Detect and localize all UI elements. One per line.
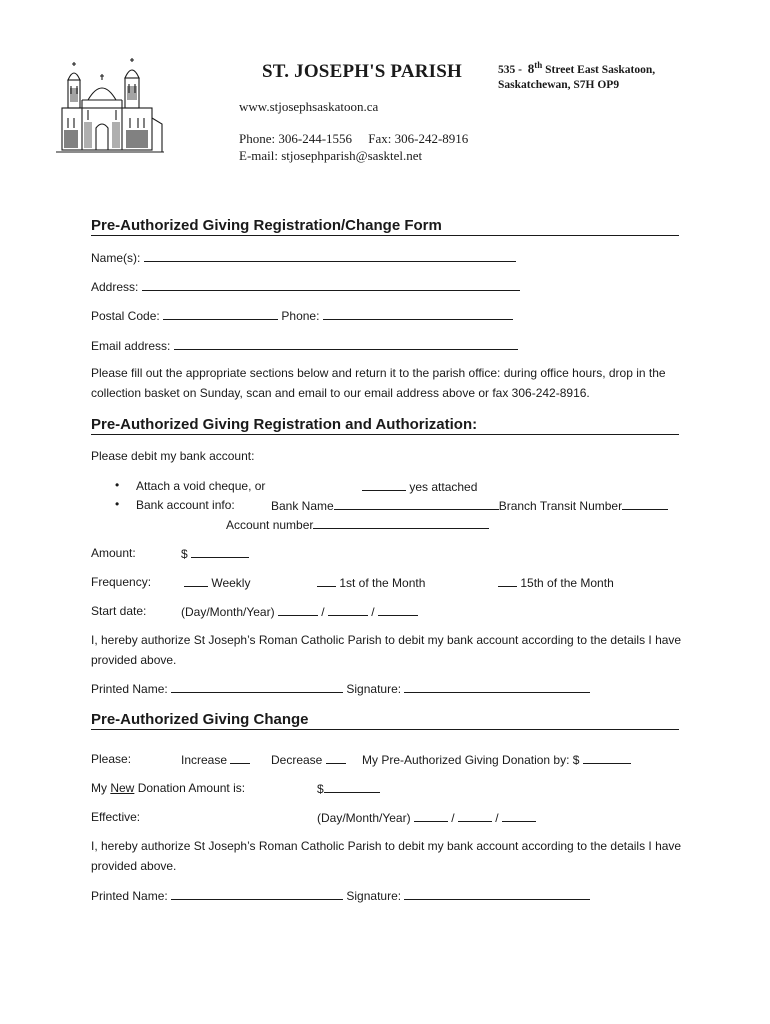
weekly-option[interactable]	[184, 575, 250, 590]
start-date-label: Start date:	[91, 604, 147, 618]
signature-input[interactable]	[404, 681, 590, 693]
bank-name-input[interactable]	[334, 498, 499, 510]
start-day-input[interactable]	[278, 604, 318, 616]
effective-label: Effective:	[91, 810, 141, 824]
postal-label: Postal Code:	[91, 309, 160, 323]
change-printed-name-input[interactable]	[171, 888, 343, 900]
donation-by-input[interactable]	[583, 752, 631, 764]
registration-section-title: Pre-Authorized Giving Registration and Authorization:	[91, 416, 679, 435]
address-line-2: Saskatchewan, S7H OP9	[498, 78, 620, 91]
void-cheque-label: Attach a void cheque, or	[136, 479, 266, 493]
start-month-input[interactable]	[328, 604, 368, 616]
address-number: 535 -	[498, 63, 522, 76]
change-signature-line[interactable]	[91, 888, 590, 903]
increase-option[interactable]	[181, 752, 250, 767]
first-month-option[interactable]	[317, 575, 425, 590]
fifteenth-month-checkbox[interactable]	[498, 575, 517, 587]
names-input[interactable]	[144, 250, 516, 262]
registration-authorization-text: I, hereby authorize St Joseph’s Roman Catholic Parish to debit my bank account according to the details I have provided above.	[91, 633, 682, 667]
change-section-title: Pre-Authorized Giving Change	[91, 711, 679, 730]
instructions-text: Please fill out the appropriate sections below and return it to the parish office: during office hours, drop in the collection basket on Sunday, scan and email to our email address above or fax 306-242-8916.	[91, 366, 666, 400]
branch-transit-label: Branch Transit Number	[498, 499, 623, 513]
increase-label: Increase	[181, 753, 228, 767]
account-number-field[interactable]	[226, 517, 489, 532]
address-line-1	[498, 58, 655, 78]
first-month-label: 1st of the Month	[339, 576, 426, 590]
names-label: Name(s):	[91, 251, 141, 265]
donation-by-field[interactable]	[362, 752, 631, 767]
increase-checkbox[interactable]	[230, 752, 250, 764]
debit-label: Please debit my bank account:	[91, 449, 255, 463]
account-number-input[interactable]	[313, 517, 489, 529]
email-field[interactable]	[91, 338, 518, 353]
address-label: Address:	[91, 280, 139, 294]
donation-by-label: My Pre-Authorized Giving Donation by:	[362, 753, 570, 767]
frequency-label: Frequency:	[91, 575, 152, 589]
phone-label: Phone:	[281, 309, 320, 323]
change-signature-input[interactable]	[404, 888, 590, 900]
new-amount-suffix: Donation Amount is:	[137, 781, 246, 795]
address-input[interactable]	[142, 279, 520, 291]
address-street: Street East Saskatoon,	[545, 63, 656, 76]
new-amount-label	[91, 781, 245, 795]
decrease-option[interactable]	[271, 752, 346, 767]
amount-field[interactable]	[181, 546, 249, 561]
bank-name-field[interactable]	[271, 498, 668, 513]
address-field[interactable]	[91, 279, 520, 294]
registration-signature-line[interactable]	[91, 681, 590, 696]
start-year-input[interactable]	[378, 604, 418, 616]
bank-name-label: Bank Name	[271, 499, 334, 513]
effective-day-input[interactable]	[414, 810, 448, 822]
decrease-label: Decrease	[271, 753, 323, 767]
names-field[interactable]	[91, 250, 516, 265]
email-input[interactable]	[174, 338, 518, 350]
yes-attached-field[interactable]	[362, 479, 477, 494]
account-number-label: Account number	[226, 518, 314, 532]
yes-attached-input[interactable]	[362, 479, 406, 491]
weekly-checkbox[interactable]	[184, 575, 208, 587]
fifteenth-month-option[interactable]	[498, 575, 614, 590]
decrease-checkbox[interactable]	[326, 752, 346, 764]
branch-transit-input[interactable]	[622, 498, 668, 510]
change-printed-name-label: Printed Name:	[91, 889, 168, 903]
parish-address	[498, 58, 655, 93]
postal-input[interactable]	[163, 308, 278, 320]
church-sketch-icon	[52, 58, 168, 158]
yes-attached-label: yes attached	[409, 480, 478, 494]
phone-input[interactable]	[323, 308, 513, 320]
parish-name: ST. JOSEPH'S PARISH	[262, 61, 463, 82]
printed-name-label: Printed Name:	[91, 682, 168, 696]
first-month-checkbox[interactable]	[317, 575, 336, 587]
form-title: Pre-Authorized Giving Registration/Change Form	[91, 217, 679, 236]
change-signature-label: Signature:	[346, 889, 402, 903]
weekly-label: Weekly	[211, 576, 251, 590]
bank-info-label: Bank account info:	[136, 498, 235, 512]
postal-phone-field[interactable]	[91, 308, 513, 323]
please-label: Please:	[91, 752, 132, 766]
email-link[interactable]: E-mail: stjosephparish@sasktel.net	[239, 148, 423, 163]
fifteenth-month-label: 15th of the Month	[520, 576, 614, 590]
signature-label: Signature:	[346, 682, 402, 696]
effective-date-format: (Day/Month/Year)	[317, 811, 411, 825]
phone-text: Phone: 306-244-1556	[239, 131, 353, 146]
change-authorization-text: I, hereby authorize St Joseph’s Roman Catholic Parish to debit my bank account according to the details I have provided above.	[91, 839, 682, 873]
website-link[interactable]: www.stjosephsaskatoon.ca	[239, 99, 379, 114]
address-ordinal: 8	[527, 60, 535, 76]
amount-input[interactable]	[191, 546, 249, 558]
new-amount-input[interactable]	[324, 781, 380, 793]
start-date-format: (Day/Month/Year)	[181, 605, 275, 619]
start-date-field[interactable]: (Day/Month/Year) / /	[181, 604, 418, 619]
amount-label: Amount:	[91, 546, 136, 560]
phone-fax-line	[239, 131, 468, 147]
new-amount-emphasis: New	[110, 781, 135, 795]
effective-year-input[interactable]	[502, 810, 536, 822]
effective-month-input[interactable]	[458, 810, 492, 822]
amount-symbol: $	[181, 547, 188, 561]
new-amount-field[interactable]	[317, 781, 380, 796]
printed-name-input[interactable]	[171, 681, 343, 693]
effective-date-field[interactable]: (Day/Month/Year) / /	[317, 810, 536, 825]
email-label: Email address:	[91, 339, 171, 353]
fax-text: Fax: 306-242-8916	[368, 131, 469, 146]
new-amount-prefix: My	[91, 781, 107, 795]
address-ordinal-suffix: th	[534, 60, 543, 70]
new-amount-symbol: $	[317, 782, 324, 796]
bullet-icon: •	[115, 478, 120, 492]
bullet-icon: •	[115, 497, 120, 511]
donation-by-symbol: $	[572, 753, 580, 767]
